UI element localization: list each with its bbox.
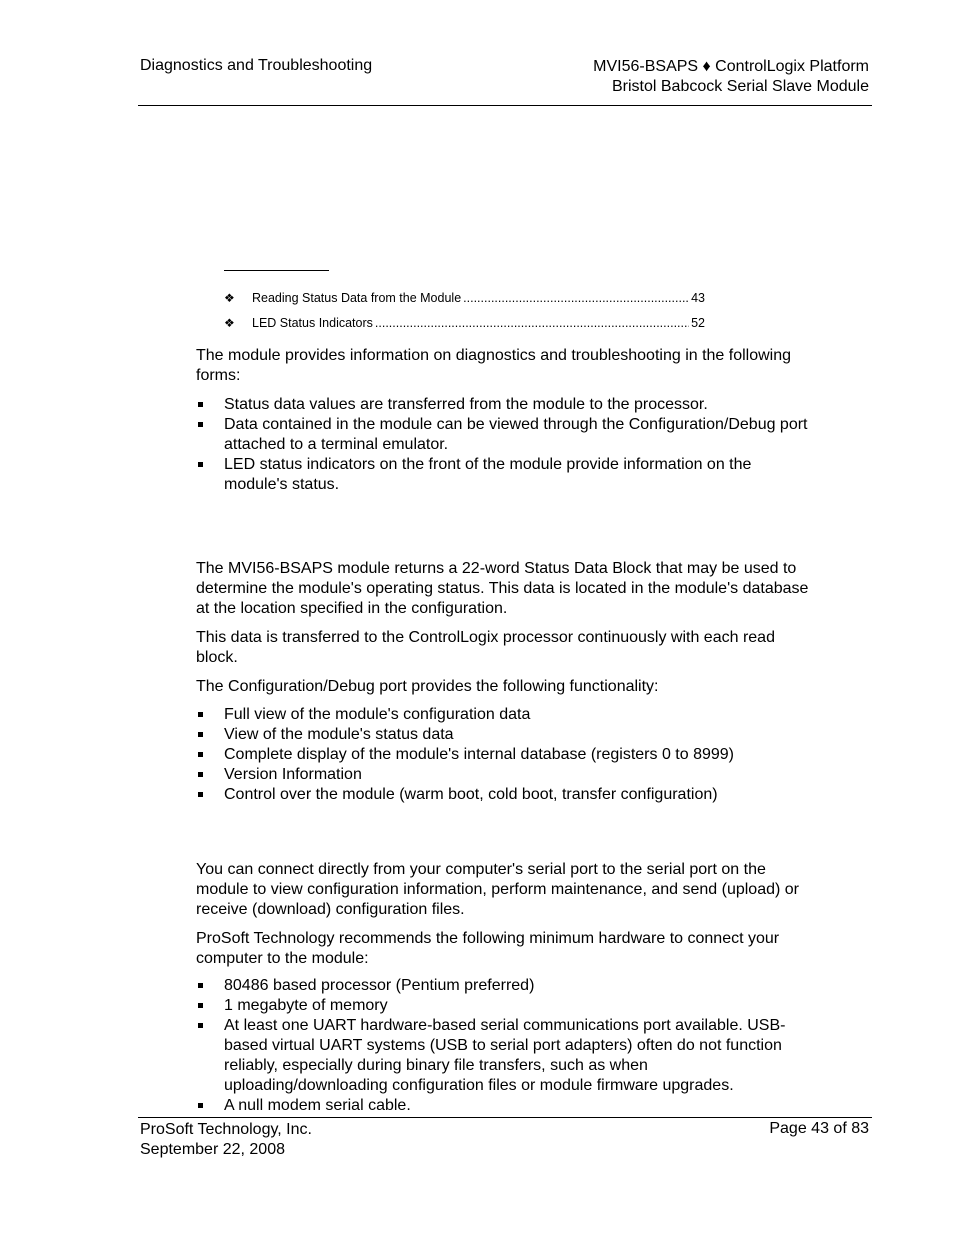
header-rule <box>138 105 872 106</box>
header-product-line1: MVI56-BSAPS ♦ ControlLogix Platform <box>593 58 869 75</box>
footer-left <box>140 1120 312 1160</box>
status-paragraph: The Configuration/Debug port provides the following functionality: <box>196 678 659 695</box>
toc-entry[interactable] <box>224 316 705 330</box>
list-item: 1 megabyte of memory <box>196 996 816 1016</box>
list-item: Complete display of the module's internal database (registers 0 to 8999) <box>196 745 816 765</box>
hardware-list <box>196 976 816 1116</box>
status-paragraph: This data is transferred to the ControlLogix processor continuously with each read block. <box>196 629 775 666</box>
footer-date: September 22, 2008 <box>140 1141 285 1158</box>
header-product-line2: Bristol Babcock Serial Slave Module <box>611 78 869 95</box>
list-item: Control over the module (warm boot, cold boot, transfer configuration) <box>196 785 816 805</box>
toc-entry[interactable] <box>224 291 705 305</box>
list-item: View of the module's status data <box>196 725 816 745</box>
toc-entry-page: 43 <box>691 291 705 305</box>
functionality-list <box>196 705 816 805</box>
list-item: Full view of the module's configuration data <box>196 705 816 725</box>
intro-list <box>196 395 816 495</box>
diamond-bullet-icon: ❖ <box>224 291 235 305</box>
intro-paragraph: The module provides information on diagnostics and troubleshooting in the following forms: <box>196 347 792 384</box>
intro-section <box>196 346 816 495</box>
list-item: Status data values are transferred from the module to the processor. <box>196 395 816 415</box>
toc-leader-dots <box>375 316 689 330</box>
header-section-title: Diagnostics and Troubleshooting <box>140 57 373 74</box>
list-item: 80486 based processor (Pentium preferred) <box>196 976 816 996</box>
hardware-section <box>196 860 816 1116</box>
list-item: Data contained in the module can be viewed through the Configuration/Debug port attached to a terminal emulator. <box>196 415 816 455</box>
footer-company: ProSoft Technology, Inc. <box>140 1121 312 1138</box>
list-item: At least one UART hardware-based serial communications port available. USB-based virtual UART systems (USB to serial port adapters) often do not function reliably, especially during binary file transfers, such as when uploading/downloading configuration files or module firmware upgrades. <box>196 1016 816 1096</box>
toc-leader-dots <box>463 291 689 305</box>
status-paragraph: The MVI56-BSAPS module returns a 22-word Status Data Block that may be used to determine the module's operating status. This data is located in the module's database at the location specified in the configuration. <box>196 560 809 617</box>
diamond-bullet-icon: ❖ <box>224 316 235 330</box>
hardware-paragraph: You can connect directly from your computer's serial port to the serial port on the module to view configuration information, perform maintenance, and send (upload) or receive (download) configuration files. <box>196 861 799 918</box>
toc-entry-page: 52 <box>691 316 705 330</box>
list-item: Version Information <box>196 765 816 785</box>
list-item: LED status indicators on the front of the module provide information on the module's status. <box>196 455 816 495</box>
list-item: A null modem serial cable. <box>196 1096 816 1116</box>
toc-entry-title: Reading Status Data from the Module <box>252 291 462 305</box>
toc-entry-title: LED Status Indicators <box>252 316 373 330</box>
status-section <box>196 559 816 805</box>
toc-rule <box>224 270 329 271</box>
footer-page-number: Page 43 of 83 <box>769 1120 869 1137</box>
footer-rule <box>138 1117 872 1118</box>
hardware-paragraph: ProSoft Technology recommends the following minimum hardware to connect your computer to the module: <box>196 930 780 967</box>
header-product <box>593 57 869 97</box>
